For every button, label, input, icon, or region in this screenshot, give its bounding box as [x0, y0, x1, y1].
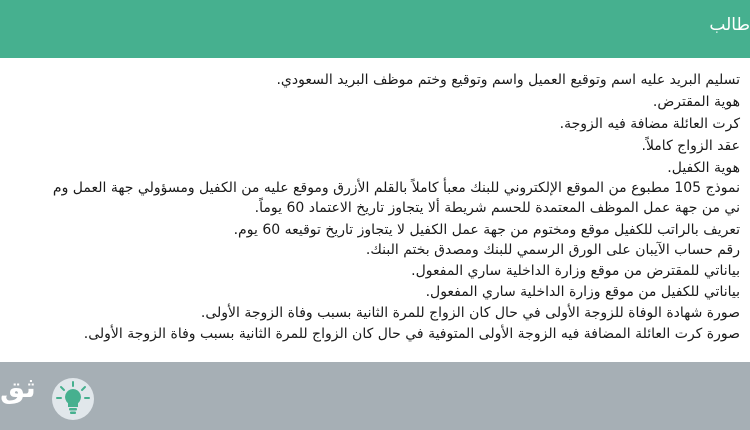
- list-item: هوية الكفيل.: [667, 160, 740, 176]
- requirements-list: [0, 58, 750, 362]
- list-item: تعريف بالراتب للكفيل موقع ومختوم من جهة عمل الكفيل لا يتجاوز تاريخ توقيعه 60 يوم.: [233, 222, 740, 238]
- list-item: ني من جهة عمل الموظف المعتمدة للحسم شريطة ألا يتجاوز تاريخ الاعتماد 60 يوماً.: [254, 200, 740, 216]
- lightbulb-icon: [52, 378, 94, 420]
- section-title: طالب: [709, 15, 750, 35]
- list-item: رقم حساب الآيبان على الورق الرسمي للبنك ومصدق بختم البنك.: [365, 242, 740, 258]
- site-logo[interactable]: ثق: [0, 371, 36, 404]
- list-item: صورة شهادة الوفاة للزوجة الأولى في حال كان الزواج للمرة الثانية بسبب وفاة الزوجة الأولى.: [200, 305, 740, 321]
- list-item: تسليم البريد عليه اسم وتوقيع العميل واسم وتوقيع وختم موظف البريد السعودي.: [276, 72, 740, 88]
- list-item: صورة كرت العائلة المضافة فيه الزوجة الأولى المتوفية في حال كان الزواج للمرة الثانية بسبب وفاة الزوجة الأولى.: [83, 326, 740, 342]
- list-item: نموذج 105 مطبوع من الموقع الإلكتروني للبنك معبأ كاملاً بالقلم الأزرق وموقع عليه من الكفيل ومسؤولي جهة العمل وم: [52, 180, 740, 196]
- section-header: [0, 0, 750, 58]
- list-item: هوية المقترض.: [652, 94, 740, 110]
- list-item: كرت العائلة مضافة فيه الزوجة.: [559, 116, 740, 132]
- list-item: بياناتي للكفيل من موقع وزارة الداخلية ساري المفعول.: [425, 284, 740, 300]
- footer-bar: [0, 362, 750, 430]
- list-item: عقد الزواج كاملاً.: [641, 138, 740, 154]
- list-item: بياناتي للمقترض من موقع وزارة الداخلية ساري المفعول.: [411, 263, 740, 279]
